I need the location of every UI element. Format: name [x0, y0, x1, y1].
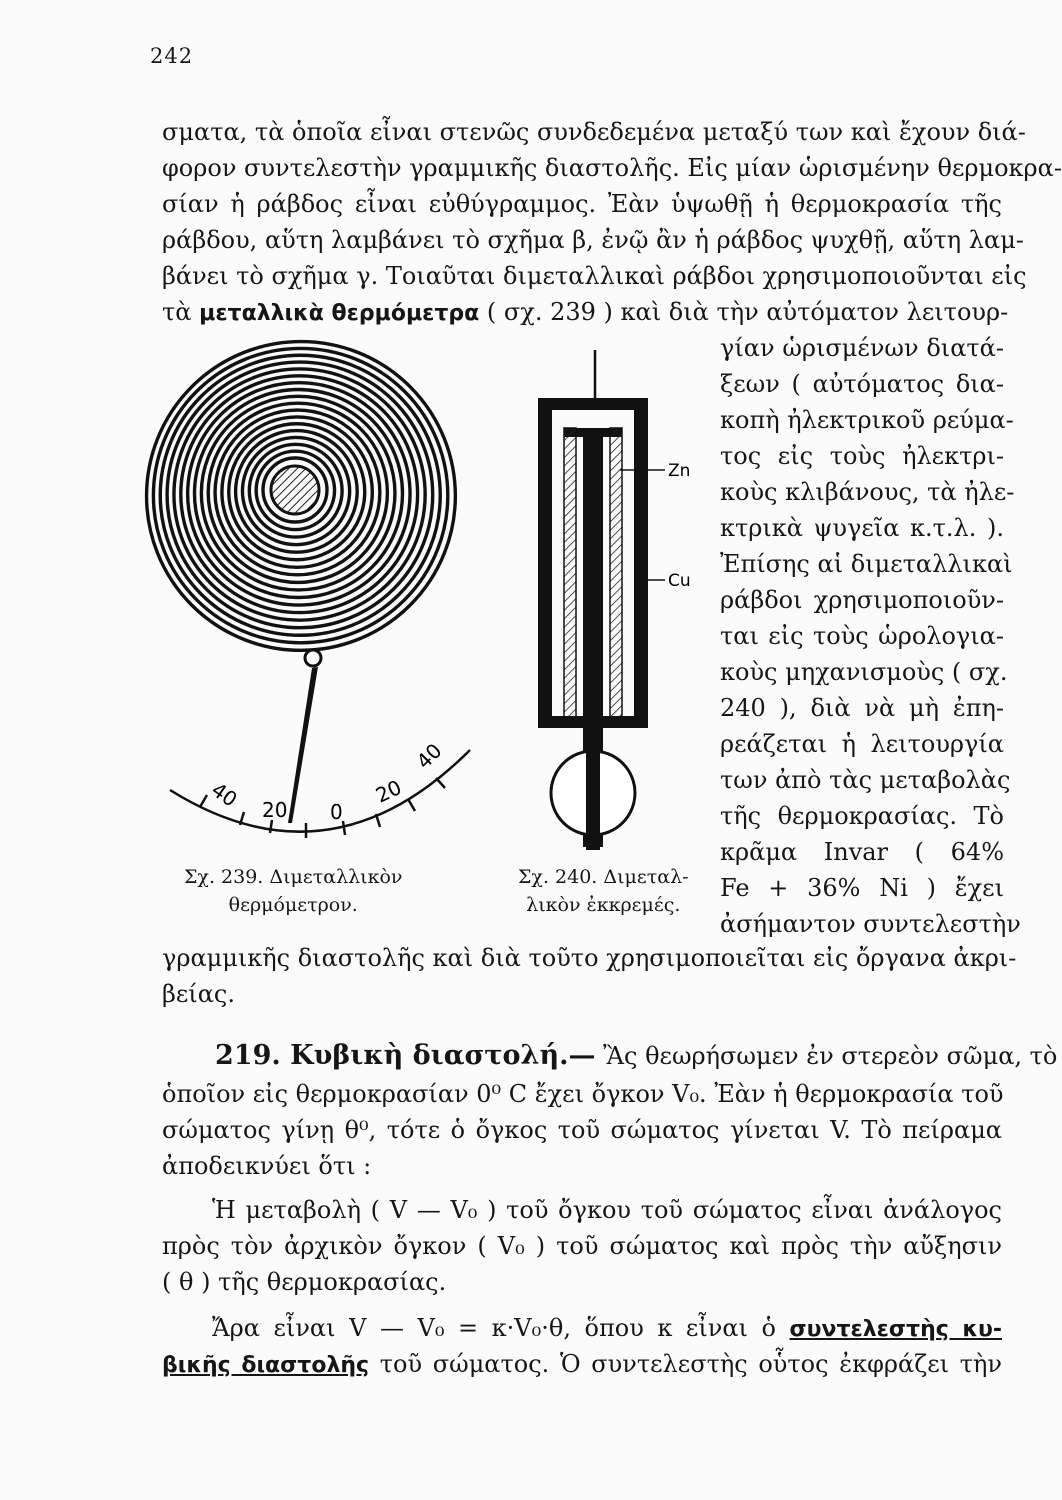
- text-line: κτρικὰ ψυγεῖα κ.τ.λ. ).: [720, 514, 1004, 542]
- text-line: κρᾶμα Invar ( 64%: [720, 838, 1004, 866]
- scale-label: 20: [262, 798, 288, 822]
- text-line: σίαν ἡ ράβδος εἶναι εὐθύγραμμος. Ἐὰν ὑψωθῇ ἡ θερμοκρασία τῆς: [162, 190, 1002, 218]
- text-line: φορον συντελεστὴν γραμμικῆς διαστολῆς. Εἰς μίαν ὡρισμένην θερμοκρα-: [162, 154, 1062, 182]
- text-line: των ἀπὸ τὰς μεταβολὰς: [720, 766, 1011, 794]
- text-line: ράβδου, αὕτη λαμβάνει τὸ σχῆμα β, ἐνῷ ἂν ἡ ράβδος ψυχθῇ, αὕτη λαμ-: [162, 226, 1024, 254]
- text-line: σματα, τὰ ὁποῖα εἶναι στενῶς συνδεδεμένα μεταξύ των καὶ ἔχουν διά-: [162, 118, 1026, 146]
- text-line: ὁποῖον εἰς θερμοκρασίαν 0⁰ C ἔχει ὄγκον V₀. Ἐὰν ἡ θερμοκρασία τοῦ: [162, 1080, 1004, 1108]
- figure-239-spiral-thermometer: [140, 345, 520, 865]
- text-fragment: τοῦ σώματος. Ὁ συντελεστὴς οὗτος ἐκφράζει τὴν: [369, 1350, 1002, 1378]
- text-fragment: ( σχ. 239 ) καὶ διὰ τὴν αὐτόματον λειτουρ-: [479, 298, 1009, 326]
- bold-term: βικῆς διαστολῆς: [162, 1353, 370, 1378]
- text-line: Ἐπίσης αἱ διμεταλλικαὶ: [720, 550, 1013, 578]
- text-line: ράβδοι χρησιμοποιοῦν-: [720, 586, 1004, 614]
- scale-label: 0: [330, 800, 343, 824]
- outer-frame-top: [538, 398, 648, 410]
- text-line: ἀσήμαντον συντελεστὴν: [720, 910, 1021, 938]
- text-line: κοὺς κλιβάνους, τὰ ἠλε-: [720, 478, 1015, 506]
- caption-line: λικὸν ἐκκρεμές.: [526, 894, 681, 916]
- text-line: σώματος γίνῃ θ⁰, τότε ὁ ὄγκος τοῦ σώματος γίνεται V. Τὸ πείραμα: [162, 1116, 1002, 1144]
- scale-label: 20: [371, 775, 406, 808]
- figure-240-bimetallic-pendulum: [520, 340, 720, 860]
- text-line: γραμμικῆς διαστολῆς καὶ διὰ τοῦτο χρησιμοποιεῖται εἰς ὄργανα ἀκρι-: [162, 944, 1017, 972]
- text-line: [215, 1040, 1058, 1071]
- bob-rod: [586, 750, 600, 850]
- text-line: [162, 1350, 1002, 1378]
- page-number: 242: [150, 44, 194, 68]
- text-line: ρεάζεται ἡ λειτουργία: [720, 730, 1004, 758]
- text-line: βείας.: [162, 980, 235, 1008]
- caption-line: Σχ. 239. Διμεταλλικὸν: [184, 866, 403, 888]
- outer-rod-left: [538, 398, 552, 728]
- scale-label: 40: [207, 777, 242, 812]
- text-fragment: Ἂς θεωρήσωμεν ἐν στερεὸν σῶμα, τὸ: [603, 1042, 1058, 1070]
- text-line: τος εἰς τοὺς ἠλεκτρι-: [720, 442, 1004, 470]
- scale-label: 40: [411, 738, 447, 774]
- text-line: τῆς θερμοκρασίας. Τὸ: [720, 802, 1004, 830]
- text-line: ἀποδεικνύει ὅτι :: [162, 1152, 372, 1180]
- text-line: Ἡ μεταβολὴ ( V — V₀ ) τοῦ ὄγκου τοῦ σώματος εἶναι ἀνάλογος: [212, 1196, 1002, 1224]
- pivot-knob: [305, 650, 321, 666]
- label-cu: Cu: [668, 571, 691, 591]
- text-line: βάνει τὸ σχῆμα γ. Τοιαῦται διμεταλλικαὶ ράβδοι χρησιμοποιοῦνται εἰς: [162, 262, 1027, 290]
- bold-term: συντελεστὴς κυ-: [789, 1317, 1002, 1342]
- text-line: ται εἰς τοὺς ὡρολογια-: [720, 622, 1004, 650]
- caption-line: Σχ. 240. Διμεταλ-: [518, 866, 689, 888]
- zinc-rod-right: [610, 428, 622, 718]
- text-line: πρὸς τὸν ἀρχικὸν ὄγκον ( V₀ ) τοῦ σώματος καὶ πρὸς τὴν αὔξησιν: [162, 1232, 1002, 1260]
- text-line: κοὺς μηχανισμοὺς ( σχ.: [720, 658, 1008, 686]
- text-line: ξεων ( αὐτόματος δια-: [720, 370, 1004, 398]
- caption-line: θερμόμετρον.: [228, 894, 358, 916]
- bold-term: μεταλλικὰ θερμόμετρα: [199, 301, 480, 326]
- spiral-center-axle: [271, 466, 319, 514]
- outer-rod-right: [634, 398, 648, 728]
- text-fragment: Ἄρα εἶναι V — V₀ = κ·V₀·θ, ὅπου κ εἶναι ὁ: [212, 1314, 790, 1342]
- text-line: κοπὴ ἠλεκτρικοῦ ρεύμα-: [720, 406, 1014, 434]
- text-line: 240 ), διὰ νὰ μὴ ἐπη-: [720, 694, 1004, 722]
- label-zn: Zn: [668, 461, 691, 481]
- text-line: [162, 298, 1009, 326]
- text-line: Fe + 36% Ni ) ἔχει: [720, 874, 1004, 902]
- section-heading: 219. Κυβικὴ διαστολή.—: [215, 1040, 596, 1071]
- text-line: [212, 1314, 1002, 1342]
- text-line: γίαν ὡρισμένων διατά-: [720, 334, 1004, 362]
- zinc-rod-left: [564, 428, 576, 718]
- caption-240: [518, 866, 689, 916]
- needle: [288, 667, 318, 823]
- text-fragment: τὰ: [162, 298, 200, 326]
- text-line: ( θ ) τῆς θερμοκρασίας.: [162, 1268, 447, 1296]
- dial-ticks: [200, 778, 445, 838]
- caption-239: [184, 866, 402, 916]
